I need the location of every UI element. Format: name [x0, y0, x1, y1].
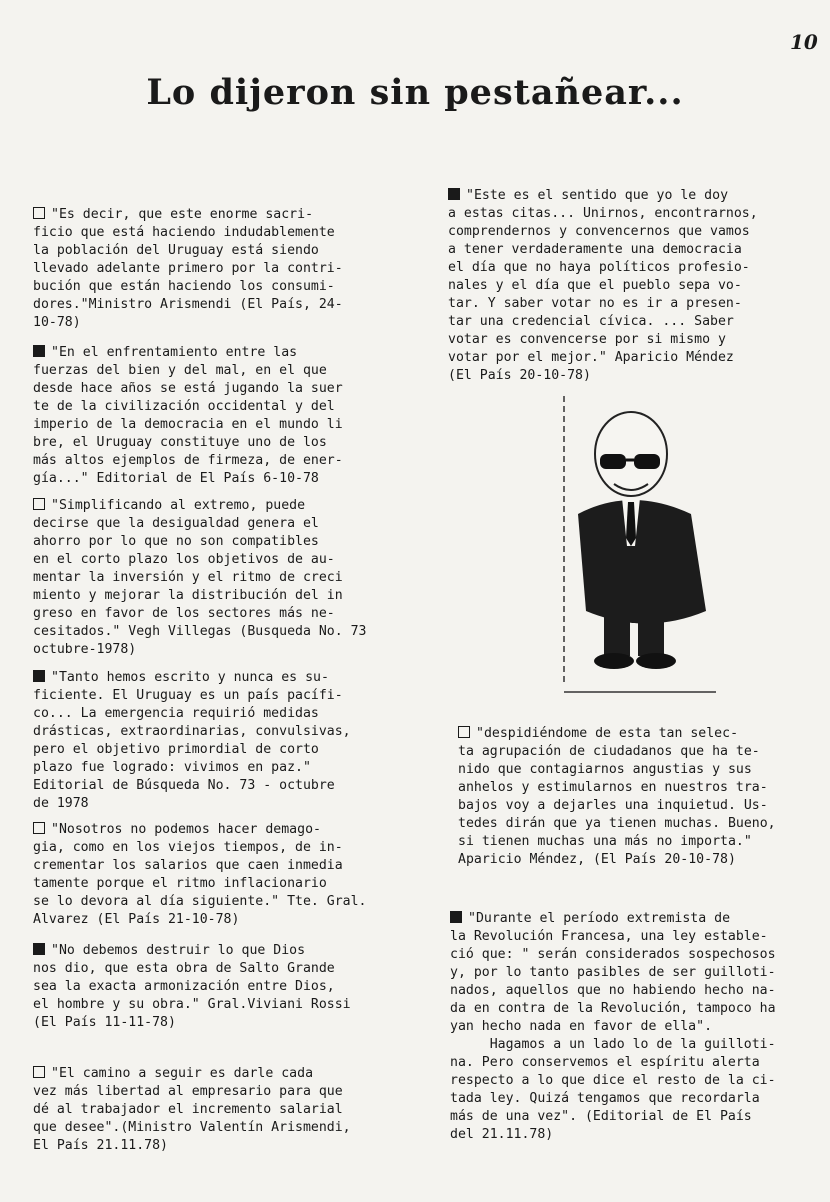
quote-text: "El camino a seguir es darle cada vez más libertad al empresario para que dé al trabajador el incremento salarial que desee".(Ministro Valentín Arismendi, El País 21.11.78)	[33, 1066, 351, 1153]
open-square-bullet-icon	[33, 822, 45, 834]
quote-text: "En el enfrentamiento entre las fuerzas del bien y del mal, en el que desde hace años se está jugando la suer te de la civilización occidental y del imperio de la democracia en el mundo li bre, el Uruguay constituye uno de los más altos ejemplos de firmeza, de ener- gía..." Editorial de El País 6-10-78	[33, 345, 343, 486]
open-square-bullet-icon	[33, 498, 45, 510]
open-square-bullet-icon	[458, 726, 470, 738]
quote-right-2	[458, 725, 776, 869]
quote-left-3	[33, 497, 366, 659]
quote-left-6	[33, 942, 351, 1032]
quote-right-1	[448, 187, 758, 385]
page-number: 10	[790, 30, 818, 54]
filled-square-bullet-icon	[33, 943, 45, 955]
caricature-illustration	[556, 396, 721, 696]
quote-text: "Durante el período extremista de la Revolución Francesa, una ley estable- ció que: " serán considerados sospechosos y, por lo tanto pasibles de ser guilloti- nados, aquellos que no habiendo hecho na- da en contra de la Revolución, tampoco ha yan hecho nada en favor de ella". Hagamos a un lado lo de la guilloti- na. Pero conservemos el espíritu alerta respecto a lo que dice el resto de la ci- tada ley. Quizá tengamos que recordarla más de una vez". (Editorial de El País del 21.11.78)	[450, 911, 776, 1142]
quote-text: "Es decir, que este enorme sacri- ficio que está haciendo indudablemente la población del Uruguay está siendo llevado adelante primero por la contri- bución que están haciendo los consumi- dores."Ministro Arismendi (El País, 24- 10-78)	[33, 207, 343, 330]
filled-square-bullet-icon	[448, 188, 460, 200]
quote-left-2	[33, 344, 343, 488]
filled-square-bullet-icon	[33, 345, 45, 357]
quote-text: "Tanto hemos escrito y nunca es su- ficiente. El Uruguay es un país pacífi- co... La emergencia requirió medidas drásticas, extraordinarias, convulsivas, pero el objetivo primordial de corto plazo fue logrado: vivimos en paz." Editorial de Búsqueda No. 73 - octubre de 1978	[33, 670, 351, 811]
quote-left-7	[33, 1065, 351, 1155]
quote-left-4	[33, 669, 351, 813]
quote-text: "Simplificando al extremo, puede decirse que la desigualdad genera el ahorro por lo que no son compatibles en el corto plazo los objetivos de au- mentar la inversión y el ritmo de creci miento y mejorar la distribución del in greso en favor de los sectores más ne- cesitados." Vegh Villegas (Busqueda No. 73 octubre-1978)	[33, 498, 367, 657]
page-title: Lo dijeron sin pestañear...	[146, 72, 684, 113]
quote-text: "Este es el sentido que yo le doy a estas citas... Unirnos, encontrarnos, comprendernos y convencernos que vamos a tener verdaderamente una democracia el día que no haya políticos profesio- nales y el día que el pueblo sepa vo- tar. Y saber votar no es ir a presen- tar una credencial cívica. ... Saber votar es convencerse por si mismo y votar por el mejor." Aparicio Méndez (El País 20-10-78)	[448, 188, 758, 383]
filled-square-bullet-icon	[33, 670, 45, 682]
filled-square-bullet-icon	[450, 911, 462, 923]
quote-left-1	[33, 206, 343, 332]
quote-text: "Nosotros no podemos hacer demago- gia, como en los viejos tiempos, de in- crementar los salarios que caen inmedia tamente porque el ritmo inflacionario se lo devora al día siguiente." Tte. Gral. Alvarez (El País 21-10-78)	[33, 822, 367, 927]
quote-text: "despidiéndome de esta tan selec- ta agrupación de ciudadanos que ha te- nido que contagiarnos angustias y sus anhelos y estimularnos en nuestros tra- bajos voy a dejarles una inquietud. Us- tedes dirán que ya tienen muchas. Bueno, si tienen muchas una más no importa." Aparicio Méndez, (El País 20-10-78)	[458, 726, 776, 867]
open-square-bullet-icon	[33, 207, 45, 219]
quote-right-3	[450, 910, 776, 1144]
quote-left-5	[33, 821, 366, 929]
quote-text: "No debemos destruir lo que Dios nos dio, que esta obra de Salto Grande sea la exacta armonización entre Dios, el hombre y su obra." Gral.Viviani Rossi (El País 11-11-78)	[33, 943, 351, 1030]
open-square-bullet-icon	[33, 1066, 45, 1078]
